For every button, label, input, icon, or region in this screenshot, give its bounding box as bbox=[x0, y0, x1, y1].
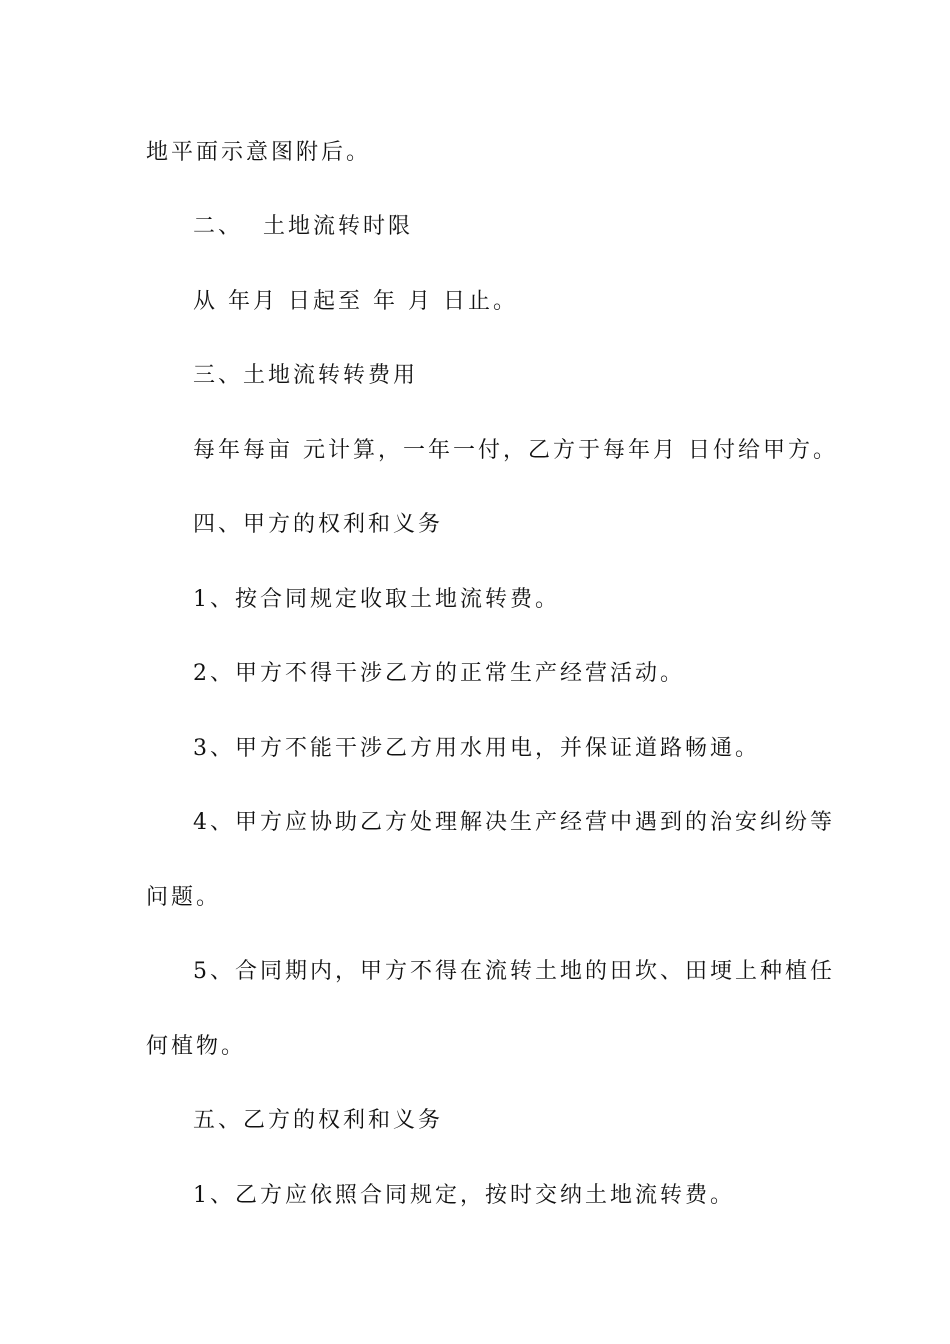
text-line-continuation: 地平面示意图附后。 bbox=[146, 140, 372, 165]
list-item: 3、甲方不能干涉乙方用水用电，并保证道路畅通。 bbox=[193, 736, 760, 761]
section-heading-fees: 三、土地流转转费用 bbox=[193, 363, 419, 388]
list-item: 1、按合同规定收取土地流转费。 bbox=[193, 587, 560, 612]
list-item: 2、甲方不得干涉乙方的正常生产经营活动。 bbox=[193, 661, 685, 686]
section-heading-party-a: 四、甲方的权利和义务 bbox=[193, 512, 444, 537]
text-line-fee-terms: 每年每亩 元计算，一年一付，乙方于每年月 日付给甲方。 bbox=[193, 438, 838, 463]
list-item-continuation: 问题。 bbox=[146, 885, 222, 910]
list-item: 1、乙方应依照合同规定，按时交纳土地流转费。 bbox=[193, 1183, 735, 1208]
section-heading-party-b: 五、乙方的权利和义务 bbox=[193, 1108, 444, 1133]
list-item: 5、合同期内，甲方不得在流转土地的田坎、田埂上种植任 bbox=[193, 959, 835, 984]
list-item: 4、甲方应协助乙方处理解决生产经营中遇到的治安纠纷等 bbox=[193, 810, 835, 835]
text-line-term-dates: 从 年月 日起至 年 月 日止。 bbox=[193, 289, 518, 314]
list-item-continuation: 何植物。 bbox=[146, 1034, 247, 1059]
section-heading-term: 二、 土地流转时限 bbox=[193, 214, 413, 239]
